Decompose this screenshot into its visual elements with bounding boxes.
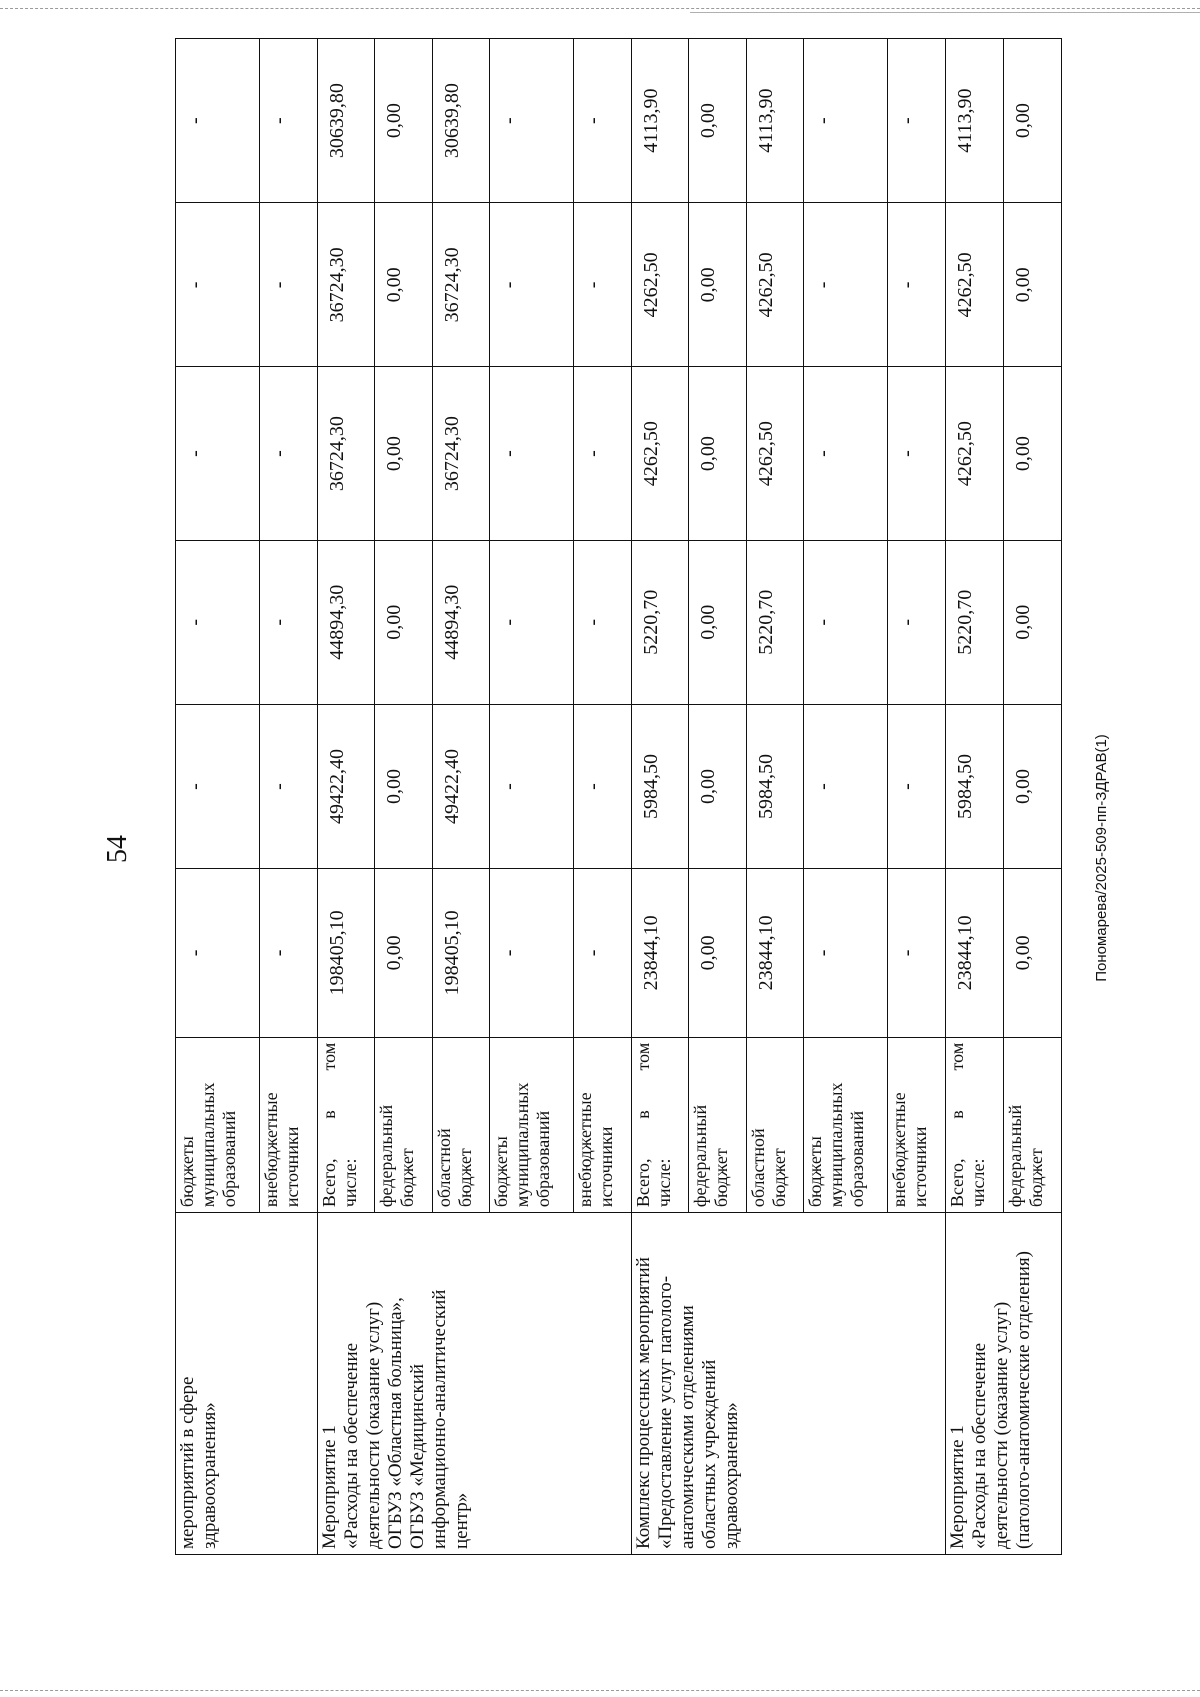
funding-source-cell [432, 1037, 489, 1212]
funding-source-cell [746, 1037, 803, 1212]
funding-source-line: бюджеты [491, 1136, 511, 1208]
amount-cell: 0,00 [689, 39, 746, 203]
activity-name-cell [631, 1213, 945, 1555]
funding-source-line: Всего, в том [946, 1042, 967, 1208]
budget-table [175, 38, 1062, 1555]
funding-source-line: федеральный [1004, 1104, 1025, 1208]
activity-name-line: «Предоставление услуг патолого- [654, 1275, 676, 1549]
amount-cell: - [176, 367, 260, 540]
amount-cell: - [574, 704, 631, 868]
amount-cell: - [804, 869, 888, 1038]
activity-name-line: ОГБУЗ «Областная больница», [384, 1297, 406, 1549]
funding-source-cell [631, 1037, 688, 1212]
amount-cell: 30639,80 [432, 39, 489, 203]
amount-cell: 0,00 [1003, 203, 1061, 367]
amount-cell: 5220,70 [746, 540, 803, 704]
amount-cell: - [260, 39, 317, 203]
activity-name-line: мероприятий в сфере [177, 1376, 198, 1549]
funding-source-cell [176, 1037, 260, 1212]
funding-source-line: областной [747, 1128, 768, 1208]
funding-source-line: федеральный [690, 1104, 711, 1208]
funding-source-line: муниципальных [512, 1082, 532, 1208]
amount-cell: 36724,30 [317, 203, 374, 367]
activity-name-line: анатомическими отделениями [676, 1305, 698, 1549]
amount-cell: - [804, 203, 888, 367]
funding-source-line: федеральный [376, 1104, 397, 1208]
amount-cell: 5220,70 [631, 540, 688, 704]
amount-cell: - [888, 540, 945, 704]
amount-cell: 0,00 [1003, 704, 1061, 868]
activity-name-cell [945, 1213, 1061, 1555]
amount-cell: 198405,10 [317, 869, 374, 1038]
amount-cell: - [490, 203, 574, 367]
activity-name-cell [317, 1213, 631, 1555]
table-row [317, 39, 374, 1555]
funding-source-line: образований [219, 1110, 239, 1208]
activity-name-line: «Расходы на обеспечение [968, 1342, 990, 1549]
funding-source-line: числе: [339, 1158, 360, 1208]
amount-cell: - [574, 540, 631, 704]
amount-cell: 0,00 [1003, 540, 1061, 704]
amount-cell: 4262,50 [945, 367, 1003, 540]
amount-cell: 30639,80 [317, 39, 374, 203]
amount-cell: - [888, 869, 945, 1038]
amount-cell: 4262,50 [631, 203, 688, 367]
funding-source-cell [1003, 1037, 1061, 1212]
amount-cell: - [176, 39, 260, 203]
amount-cell: 36724,30 [317, 367, 374, 540]
amount-cell: 0,00 [375, 704, 432, 868]
funding-source-line: бюджеты [177, 1136, 197, 1208]
amount-cell: 44894,30 [432, 540, 489, 704]
funding-source-line: Всего, в том [318, 1042, 339, 1208]
funding-source-line: образований [533, 1110, 553, 1208]
activity-name-line: ОГБУЗ «Медицинский [406, 1363, 428, 1549]
amount-cell: 0,00 [375, 869, 432, 1038]
amount-cell: 4113,90 [631, 39, 688, 203]
activity-name-line: (патолого-анатомические отделения) [1012, 1251, 1034, 1549]
funding-source-line: источники [282, 1126, 303, 1208]
funding-source-cell [689, 1037, 746, 1212]
amount-cell: 0,00 [1003, 39, 1061, 203]
funding-source-line: внебюджетные [889, 1092, 910, 1208]
amount-cell: - [888, 367, 945, 540]
table-row [631, 39, 688, 1555]
activity-name-line: областных учреждений [698, 1359, 720, 1549]
amount-cell: - [804, 39, 888, 203]
activity-name-line: деятельности (оказание услуг) [990, 1301, 1012, 1549]
amount-cell: 0,00 [689, 540, 746, 704]
funding-source-cell [945, 1037, 1003, 1212]
amount-cell: 0,00 [375, 540, 432, 704]
amount-cell: - [574, 869, 631, 1038]
amount-cell: 4113,90 [945, 39, 1003, 203]
amount-cell: 4262,50 [945, 203, 1003, 367]
amount-cell: 0,00 [689, 367, 746, 540]
amount-cell: 4262,50 [746, 203, 803, 367]
funding-source-line: бюджет [397, 1148, 418, 1208]
amount-cell: 0,00 [375, 367, 432, 540]
funding-source-line: внебюджетные [575, 1092, 596, 1208]
funding-source-line: бюджет [454, 1148, 475, 1208]
funding-source-line: числе: [653, 1158, 674, 1208]
activity-name-line: здравоохранения» [199, 1402, 220, 1549]
amount-cell: 23844,10 [631, 869, 688, 1038]
activity-name-line: Комплекс процессных мероприятий [632, 1257, 654, 1549]
footer-stamp: Пономарева/2025-509-пп-ЗДРАВ(1) [1093, 734, 1110, 982]
funding-source-cell [804, 1037, 888, 1212]
funding-source-cell [260, 1037, 317, 1212]
amount-cell: - [888, 39, 945, 203]
amount-cell: 0,00 [689, 704, 746, 868]
table-row [945, 39, 1003, 1555]
amount-cell: - [490, 367, 574, 540]
funding-source-line: источники [910, 1126, 931, 1208]
budget-table-rotated [175, 38, 1062, 1555]
amount-cell: 44894,30 [317, 540, 374, 704]
amount-cell: 4262,50 [746, 367, 803, 540]
funding-source-line: внебюджетные [261, 1092, 282, 1208]
amount-cell: 0,00 [1003, 367, 1061, 540]
funding-source-line: муниципальных [198, 1082, 218, 1208]
amount-cell: 49422,40 [317, 704, 374, 868]
scan-artifact-top-solid [690, 12, 1200, 13]
amount-cell: - [888, 704, 945, 868]
amount-cell: - [260, 704, 317, 868]
amount-cell: 23844,10 [945, 869, 1003, 1038]
amount-cell: - [260, 540, 317, 704]
funding-source-line: областной [433, 1128, 454, 1208]
amount-cell: 4262,50 [631, 367, 688, 540]
amount-cell: 5984,50 [945, 704, 1003, 868]
amount-cell: 0,00 [1003, 869, 1061, 1038]
funding-source-line: бюджет [768, 1148, 789, 1208]
funding-source-line: бюджеты [805, 1136, 825, 1208]
activity-name-line: информационно-аналитический [428, 1289, 450, 1549]
funding-source-line: числе: [967, 1158, 988, 1208]
activity-name-line: Мероприятие 1 [946, 1425, 968, 1549]
activity-name-line: здравоохранения» [720, 1402, 742, 1549]
amount-cell: 36724,30 [432, 203, 489, 367]
activity-name-cell [176, 1213, 318, 1555]
amount-cell: - [804, 704, 888, 868]
amount-cell: 36724,30 [432, 367, 489, 540]
amount-cell: - [804, 540, 888, 704]
funding-source-cell [574, 1037, 631, 1212]
amount-cell: 198405,10 [432, 869, 489, 1038]
amount-cell: - [176, 203, 260, 367]
amount-cell: - [490, 540, 574, 704]
amount-cell: 5984,50 [631, 704, 688, 868]
amount-cell: 49422,40 [432, 704, 489, 868]
scan-artifact-top [0, 8, 1200, 9]
amount-cell: - [490, 39, 574, 203]
funding-source-cell [317, 1037, 374, 1212]
amount-cell: 5984,50 [746, 704, 803, 868]
amount-cell: 0,00 [689, 203, 746, 367]
amount-cell: 23844,10 [746, 869, 803, 1038]
amount-cell: - [490, 869, 574, 1038]
amount-cell: - [490, 704, 574, 868]
amount-cell: 4113,90 [746, 39, 803, 203]
amount-cell: - [574, 203, 631, 367]
amount-cell: 0,00 [375, 39, 432, 203]
amount-cell: 0,00 [689, 869, 746, 1038]
funding-source-line: бюджет [711, 1148, 732, 1208]
amount-cell: - [260, 367, 317, 540]
scan-artifact-bottom [0, 1690, 1200, 1691]
table-row [176, 39, 260, 1555]
amount-cell: - [574, 39, 631, 203]
page-number: 54 [102, 835, 133, 863]
funding-source-cell [490, 1037, 574, 1212]
activity-name-line: деятельности (оказание услуг) [362, 1301, 384, 1549]
amount-cell: - [888, 203, 945, 367]
amount-cell: - [574, 367, 631, 540]
funding-source-line: образований [847, 1110, 867, 1208]
amount-cell: - [176, 869, 260, 1038]
amount-cell: - [260, 203, 317, 367]
funding-source-line: муниципальных [826, 1082, 846, 1208]
activity-name-line: Мероприятие 1 [318, 1425, 340, 1549]
amount-cell: - [260, 869, 317, 1038]
amount-cell: 0,00 [375, 203, 432, 367]
amount-cell: - [176, 540, 260, 704]
amount-cell: - [804, 367, 888, 540]
funding-source-cell [888, 1037, 945, 1212]
funding-source-line: Всего, в том [632, 1042, 653, 1208]
funding-source-line: источники [596, 1126, 617, 1208]
funding-source-cell [375, 1037, 432, 1212]
activity-name-line: центр» [450, 1492, 472, 1549]
funding-source-line: бюджет [1025, 1148, 1046, 1208]
amount-cell: 5220,70 [945, 540, 1003, 704]
activity-name-line: «Расходы на обеспечение [340, 1342, 362, 1549]
amount-cell: - [176, 704, 260, 868]
